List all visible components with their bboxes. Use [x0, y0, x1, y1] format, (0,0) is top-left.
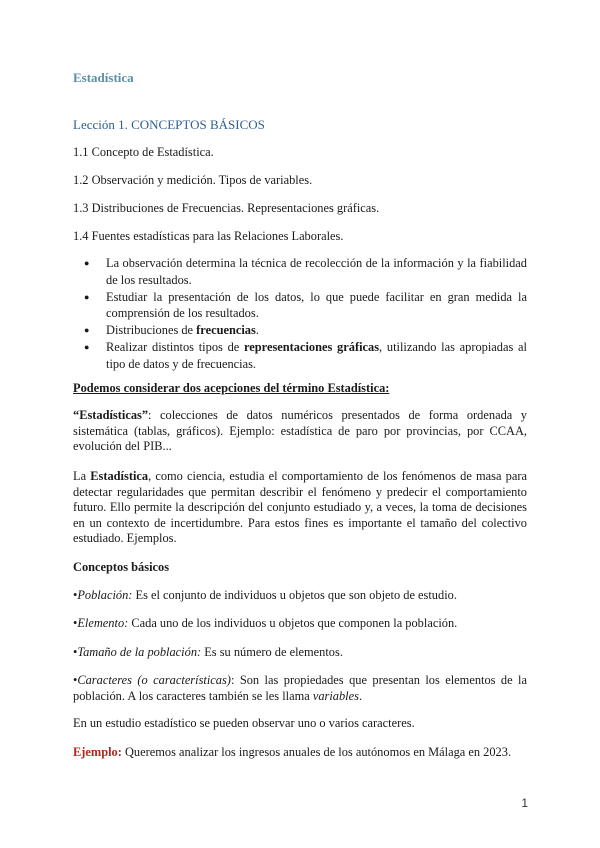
bold-term: representaciones gráficas	[244, 340, 380, 354]
list-item: ● Realizar distintos tipos de representaciones gráficas, utilizando las apropiadas al tipo de datos y de frecuencias.	[106, 339, 527, 372]
list-item-text: Estudiar la presentación de los datos, lo que puede facilitar en gran medida la comprensión de los resultados.	[106, 289, 527, 320]
list-item: ● Distribuciones de frecuencias.	[106, 322, 527, 339]
toc-item-4: 1.4 Fuentes estadísticas para las Relaciones Laborales.	[73, 229, 344, 243]
concepto-tamano: •Tamaño de la población: Es su número de elementos.	[73, 645, 343, 659]
concepto-poblacion: •Población: Es el conjunto de individuos u objetos que son objeto de estudio.	[73, 588, 457, 602]
ejemplo-label: Ejemplo:	[73, 745, 122, 759]
acepciones-heading: Podemos considerar dos acepciones del término Estadística:	[73, 381, 390, 395]
estadistica-paragraph: La Estadística, como ciencia, estudia el comportamiento de los fenómenos de masa para detectar regularidades que permitan describir el fenómeno y predecir el comportamiento futuro. Ello permite la descripción del conjunto estudiado y, a veces, la toma de decisiones en un contexto de incertidumbre. Para estos fines es importante el tamaño del colectivo estudiado. Ejemplos.	[73, 469, 527, 545]
estadisticas-paragraph: “Estadísticas”: colecciones de datos numéricos presentados de forma ordenada y sistemática (tablas, gráficos). Ejemplo: estadística de paro por provincias, por CCAA, evolución del PIB...	[73, 408, 527, 453]
bold-term: frecuencias	[196, 323, 256, 337]
document-title: Estadística	[73, 70, 134, 85]
objectives-list	[73, 255, 527, 373]
ejemplo-paragraph: Ejemplo: Queremos analizar los ingresos anuales de los autónomos en Málaga en 2023.	[73, 745, 512, 759]
concepto-caracteres: •Caracteres (o características): Son las propiedades que presentan los elementos de la población. A los caracteres también se les llama variables.	[73, 673, 527, 703]
list-item	[106, 289, 527, 322]
conceptos-heading: Conceptos básicos	[73, 560, 170, 574]
concepto-elemento: •Elemento: Cada uno de los individuos u objetos que componen la población.	[73, 616, 458, 630]
list-item	[106, 255, 527, 288]
toc-item-3: 1.3 Distribuciones de Frecuencias. Representaciones gráficas.	[73, 201, 380, 215]
toc-item-2: 1.2 Observación y medición. Tipos de variables.	[73, 173, 313, 187]
page-number: 1	[521, 796, 528, 810]
lesson-heading: Lección 1. CONCEPTOS BÁSICOS	[73, 117, 265, 132]
list-item-text: La observación determina la técnica de recolección de la información y la fiabilidad de los resultados.	[106, 256, 527, 287]
estudio-paragraph: En un estudio estadístico se pueden observar uno o varios caracteres.	[73, 716, 415, 730]
toc-item-1: 1.1 Concepto de Estadística.	[73, 145, 214, 159]
